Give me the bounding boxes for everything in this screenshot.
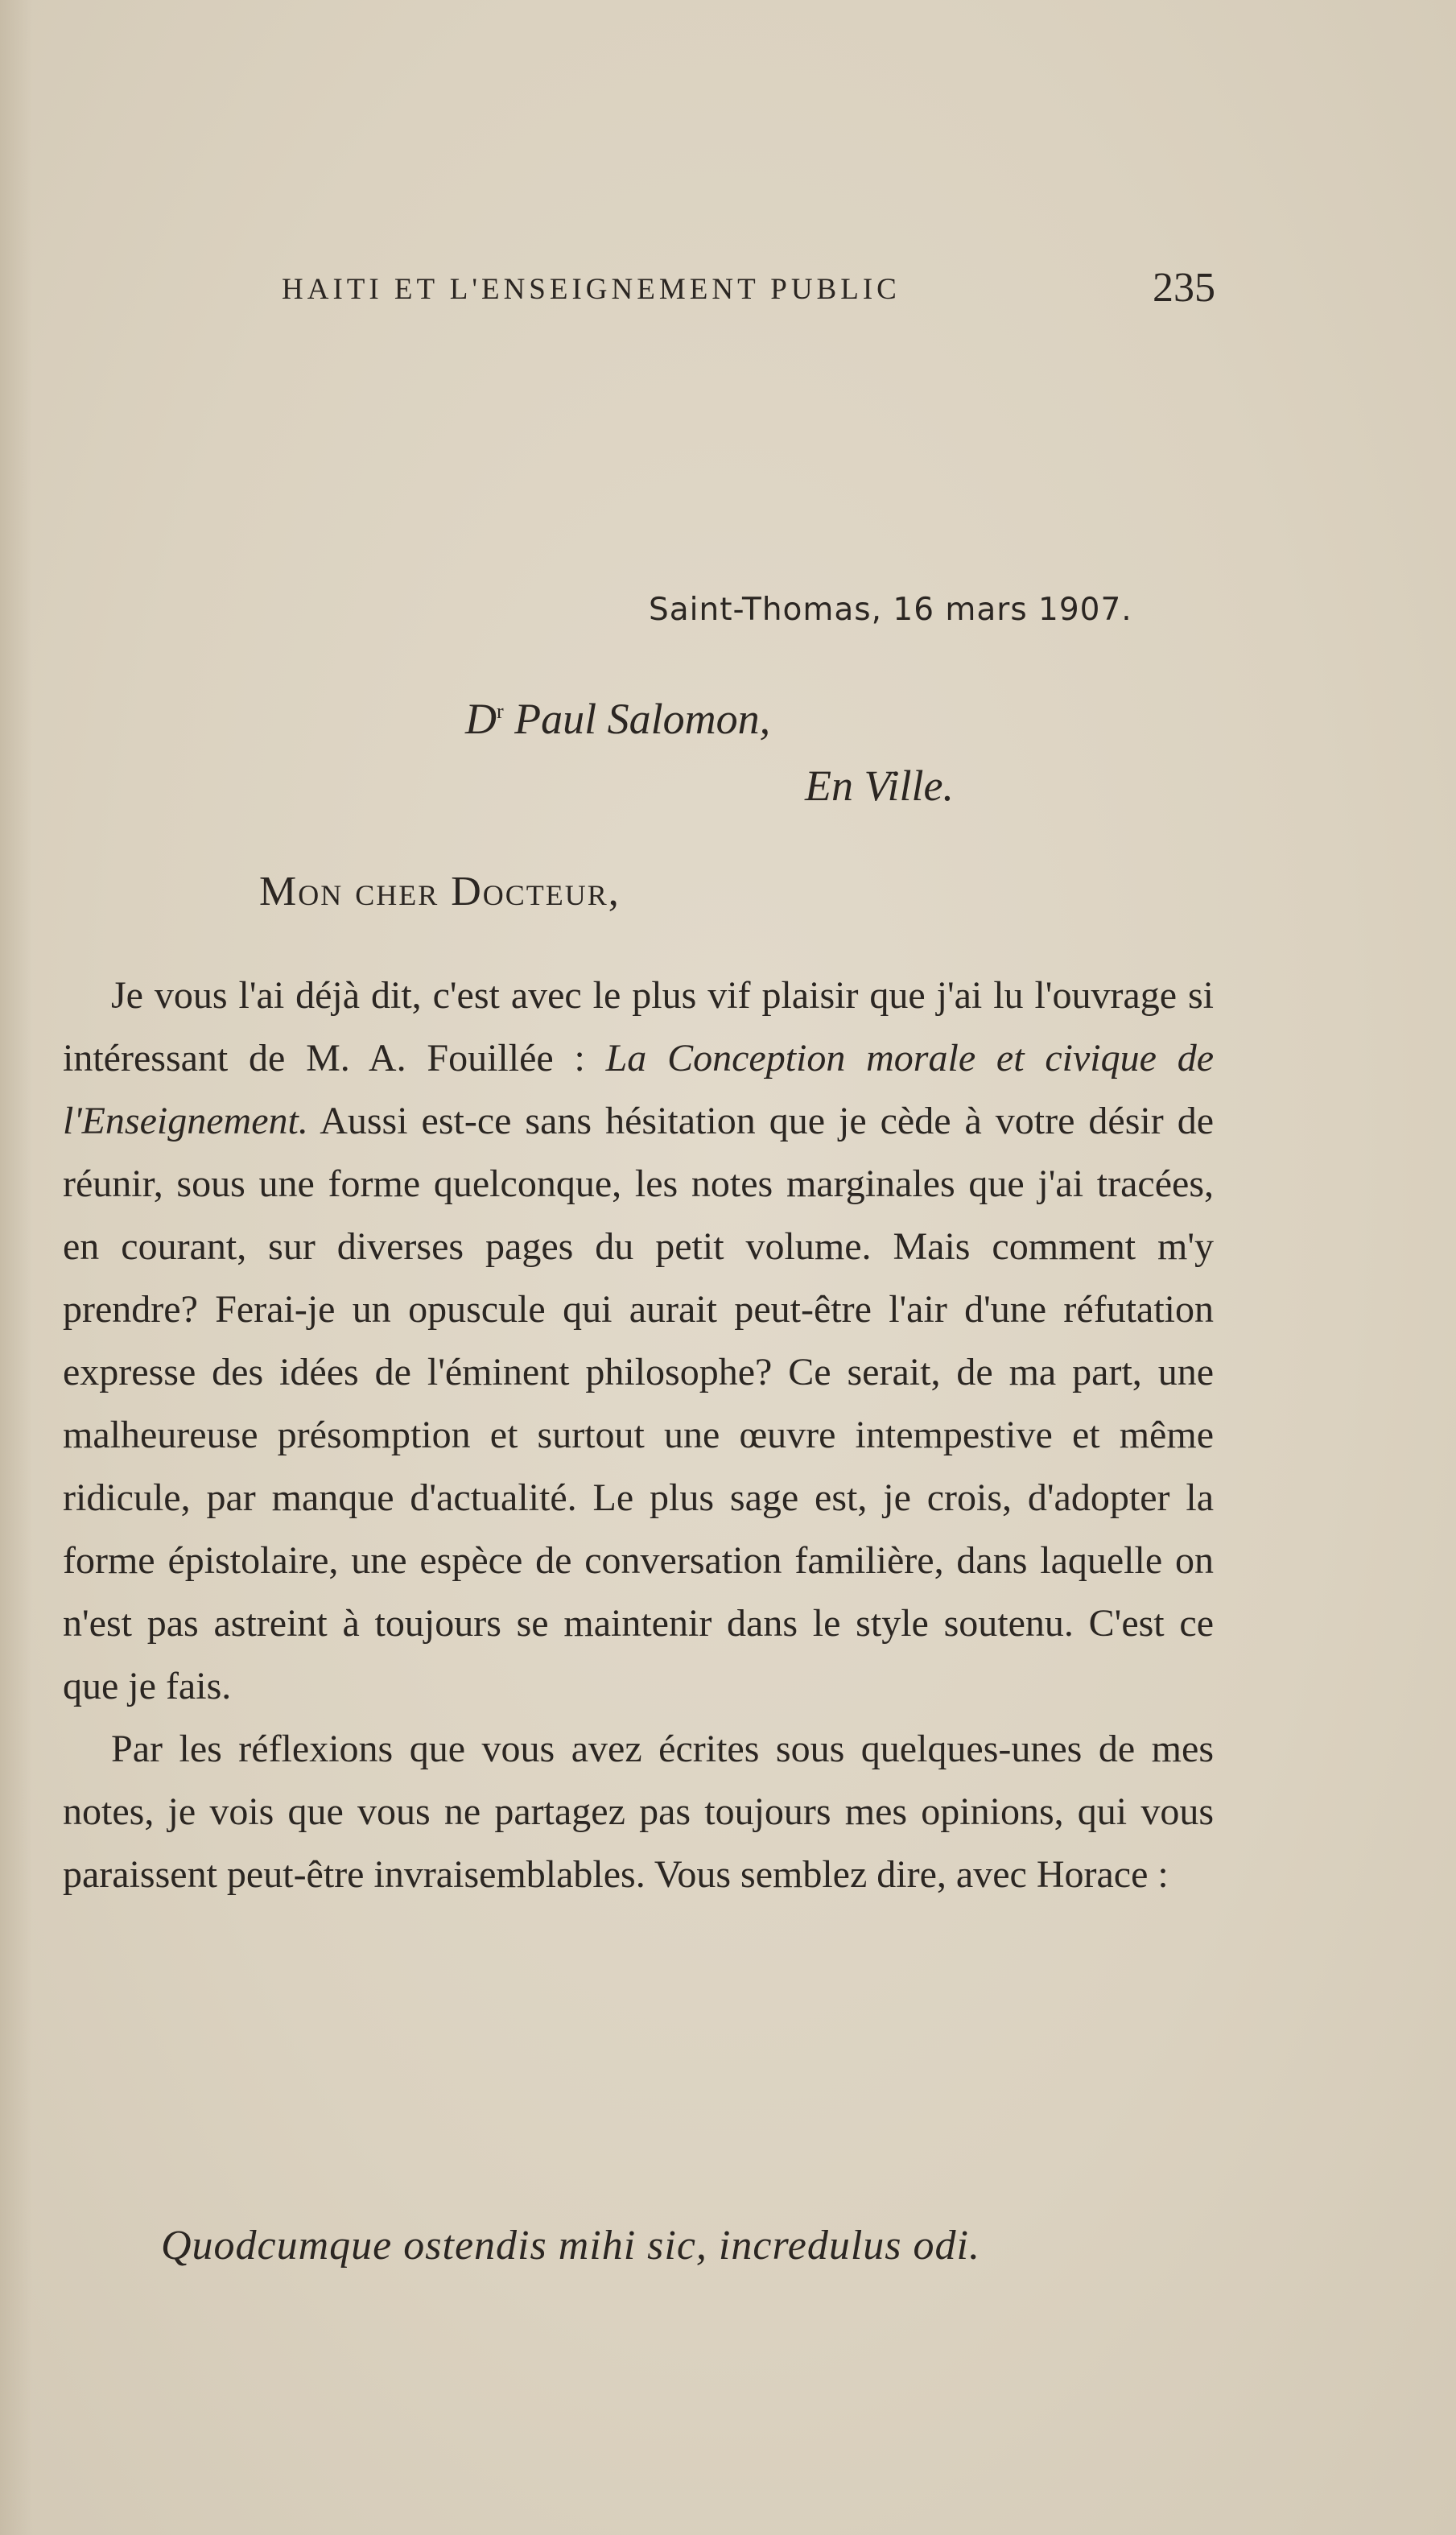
paragraph-2: Par les réflexions que vous avez écrites sous quelques-unes de mes notes, je vois que vous ne partagez pas toujours mes opinions, qui vous paraissent peut-être invraisemblables. Vous semblez dire, avec Horace : [63,1728,1214,1896]
running-head [282,264,1215,312]
letter-addressee [465,694,770,744]
book-title: La Conception morale et civique de l'Enseignement. [63,1037,1214,1142]
addressee-title-superscript: r [497,700,504,723]
addressee-title: D [465,695,497,743]
paragraph-1-text-a: Je vous l'ai déjà dit, c'est avec le plus vif plaisir que j'ai lu l'ouvrage si intéressant de M. A. Fouillée : [63,974,1214,1080]
letter-salutation: Mon cher Docteur, [259,869,621,914]
page-edge-shadow [0,0,32,2535]
running-title: HAITI ET L'ENSEIGNEMENT PUBLIC [282,273,901,306]
paragraph-1 [63,964,1214,1718]
addressee-place: En Ville. [805,762,954,810]
paragraph-1-text-b: Aussi est-ce sans hésitation que je cède à votre désir de réunir, sous une forme quelconque, les notes marginales que j'ai tracées, en courant, sur diverses pages du petit volume. Mais comment m'y prendre? Ferai-je un opuscule qui aurait peut-être l'air d'une réfutation expresse des idées de l'éminent philosophe? Ce serait, de ma part, une malheureuse présomption et surtout une œuvre intempestive et même ridicule, par manque d'actualité. Le plus sage est, je crois, d'adopter la forme épistolaire, une espèce de conversation familière, dans laquelle on n'est pas astreint à toujours se maintenir dans le style soutenu. C'est ce que je fais. [63,1100,1214,1707]
page-number: 235 [1153,265,1215,311]
latin-quote: Quodcumque ostendis mihi sic, incredulus odi. [161,2223,980,2269]
letter-dateline: Saint-Thomas, 16 mars 1907. [649,592,1132,628]
letter-body [63,964,1214,1906]
addressee-name: Paul Salomon, [514,695,771,743]
